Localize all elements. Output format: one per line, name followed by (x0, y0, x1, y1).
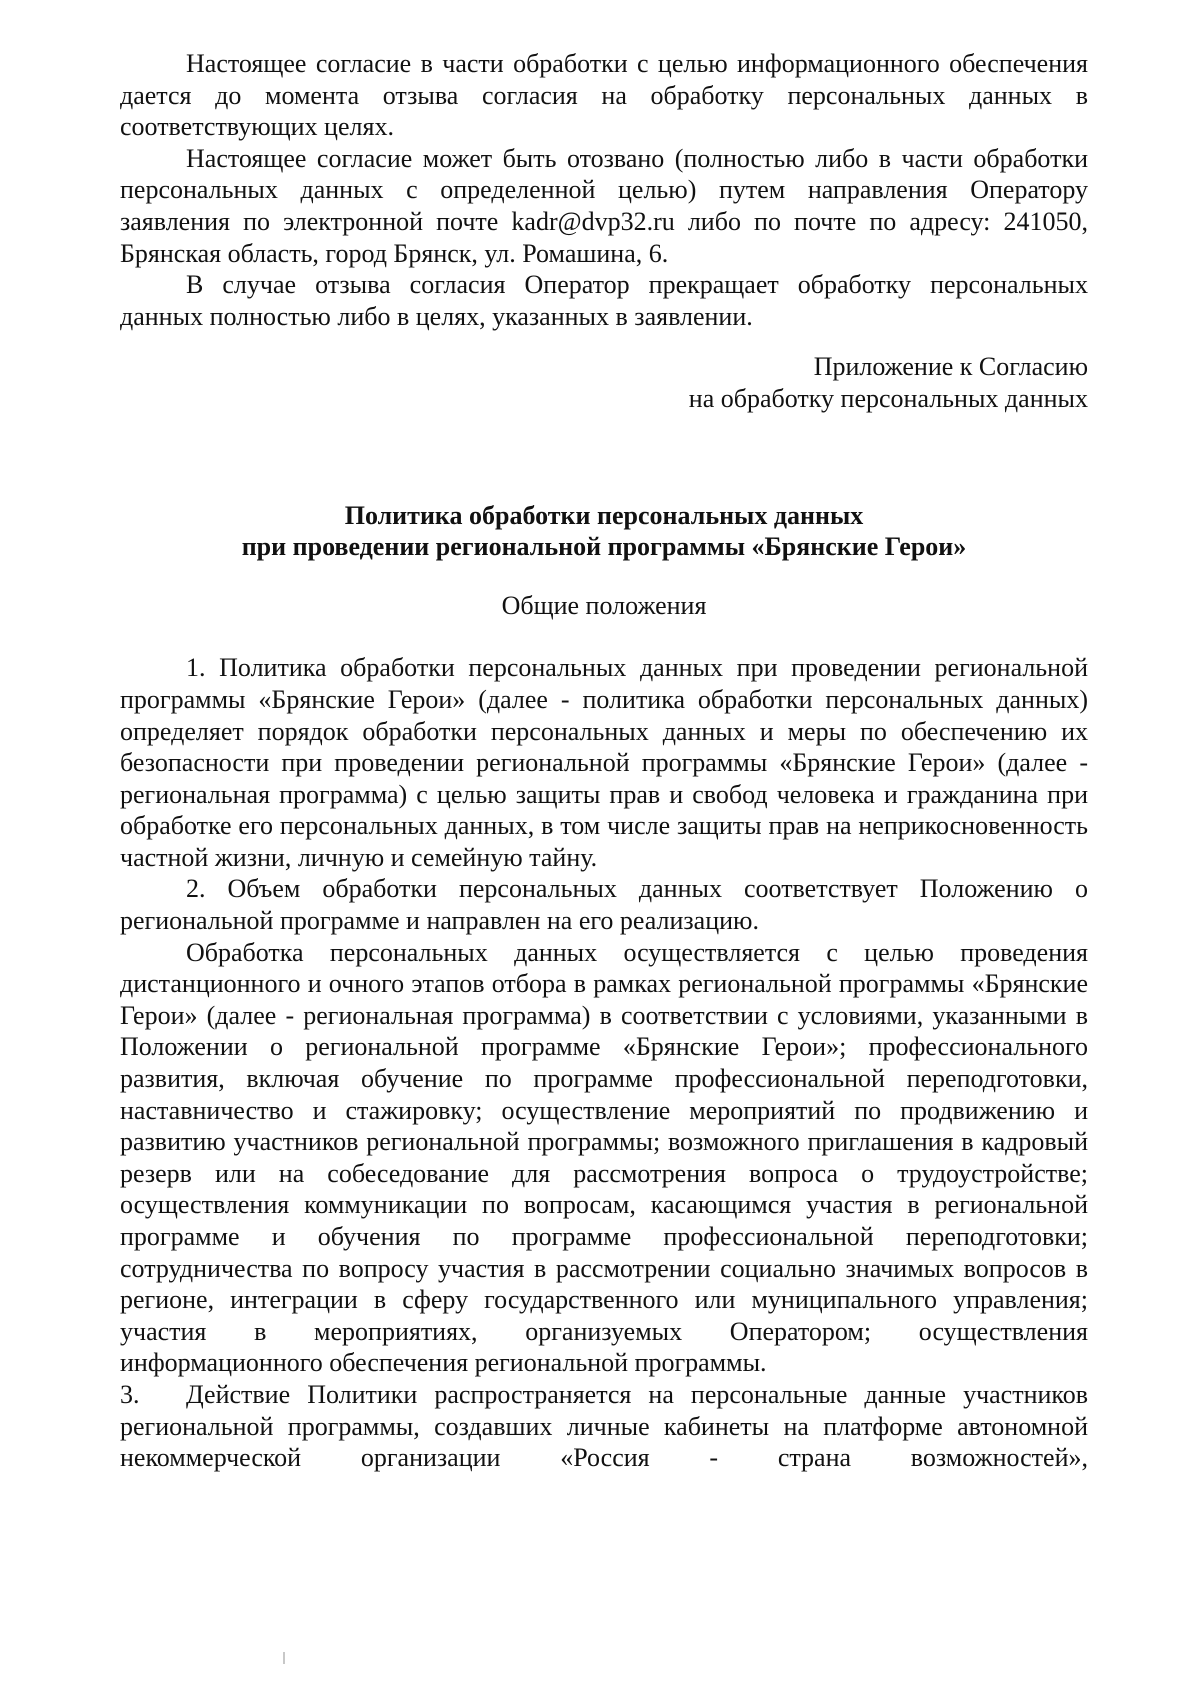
document-page (120, 48, 1088, 1474)
document-title (120, 500, 1088, 563)
spacer (120, 415, 1088, 500)
item-3-text: Действие Политики распространяется на персональные данные участников региональной программы, создавших личные кабинеты на платформе автономной некоммерческой организации «Россия - страна возможностей», (120, 1379, 1088, 1473)
attachment-line-2: на обработку персональных данных (688, 383, 1088, 413)
title-line-2: при проведении региональной программы «Брянские Герои» (241, 532, 967, 562)
item-2-continuation-paragraph: Обработка персональных данных осуществляется с целью проведения дистанционного и очного этапов отбора в рамках региональной программы «Брянские Герои» (далее - региональная программа) в соответствии с условиями, указанными в Положении о региональной программе «Брянские Герои»; профессионального развития, включая обучение по программе профессиональной переподготовки, наставничество и стажировку; осуществление мероприятий по продвижению и развитию участников региональной программы; возможного приглашения в кадровый резерв или на собеседование для рассмотрения вопроса о трудоустройстве; осуществления коммуникации по вопросам, касающимся участия в региональной программе и обучения по программе профессиональной переподготовки; сотрудничества по вопросу участия в рассмотрении социально значимых вопросов в регионе, интеграции в сферу государственного или муниципального управления; участия в мероприятиях, организуемых Оператором; осуществления информационного обеспечения региональной программы. (120, 937, 1088, 1378)
title-line-1: Политика обработки персональных данных (344, 500, 864, 530)
consent-withdrawal-paragraph: Настоящее согласие может быть отозвано (полностью либо в части обработки персональных данных с определенной целью) путем направления Оператору заявления по электронной почте kadr@dvp32.ru либо по почте по адресу: 241050, Брянская область, город Брянск, ул. Ромашина, 6. (120, 143, 1088, 268)
item-1-paragraph: 1. Политика обработки персональных данных при проведении региональной программы «Брянские Герои» (далее - политика обработки персональных данных) определяет порядок обработки персональных данных и меры по обеспечению их безопасности при проведении региональной программы «Брянские Герои» (далее - региональная программа) с целью защиты прав и свобод человека и гражданина при обработке его персональных данных, в том числе защиты прав на неприкосновенность частной жизни, личную и семейную тайну. (120, 653, 1088, 872)
attachment-note (120, 351, 1088, 414)
attachment-line-1: Приложение к Согласию (813, 352, 1088, 382)
section-heading: Общие положения (501, 590, 707, 620)
item-3-number: 3. (120, 1379, 140, 1409)
spacer (120, 332, 1088, 351)
spacer (120, 563, 1088, 590)
item-3-paragraph (120, 1379, 1088, 1474)
scan-artifact (283, 1652, 285, 1664)
consent-validity-paragraph: Настоящее согласие в части обработки с целью информационного обеспечения дается до момента отзыва согласия на обработку персональных данных в соответствующих целях. (120, 49, 1088, 142)
item-2-paragraph: 2. Объем обработки персональных данных соответствует Положению о региональной программе и направлен на его реализацию. (120, 874, 1088, 936)
spacer (120, 621, 1088, 652)
withdrawal-effect-paragraph: В случае отзыва согласия Оператор прекращает обработку персональных данных полностью либо в целях, указанных в заявлении. (120, 270, 1088, 331)
